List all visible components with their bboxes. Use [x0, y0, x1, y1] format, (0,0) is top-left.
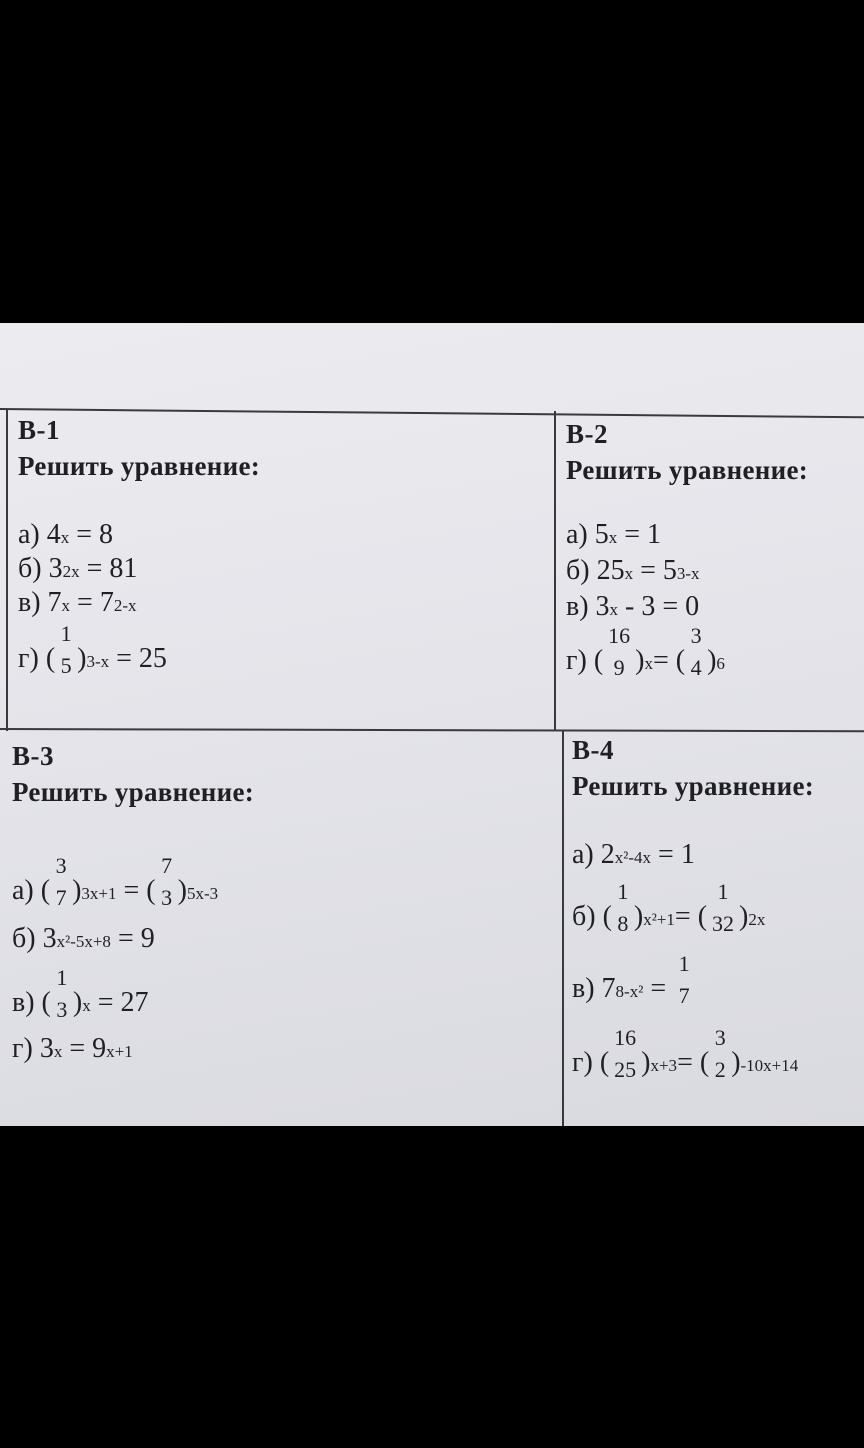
base: 3 [595, 591, 610, 622]
base: 3 [42, 923, 57, 954]
exponent: 3x+1 [81, 884, 117, 903]
rhs: = 9 [62, 1033, 107, 1064]
task-heading: Решить уравнение: [572, 771, 815, 801]
equation-a [572, 839, 695, 875]
rhs: = 1 [624, 519, 662, 550]
denominator: 4 [690, 655, 702, 680]
exponent: 2x [748, 910, 766, 929]
exponent: x²-4x [614, 848, 652, 867]
numerator: 1 [56, 965, 68, 990]
equation-d: г) ( 16 25 )x+3= ( 3 2 )-10x+14 [572, 1025, 799, 1082]
variant-4 [572, 735, 860, 1120]
equation-d: г) ( 16 9 )x= ( 3 4 )6 [566, 623, 725, 680]
exponent: x [82, 996, 91, 1015]
denominator: 7 [55, 885, 67, 910]
variant-2 [566, 419, 856, 719]
equation-label: а) [566, 519, 588, 550]
equation-label: г) [572, 1047, 593, 1078]
exponent: 2x [62, 562, 80, 581]
base: 5 [594, 519, 609, 550]
rhs: = 8 [76, 519, 114, 550]
exponent: x [609, 600, 619, 619]
equation-d: г) ( 1 5 )3-x = 25 [18, 621, 167, 678]
variant-3 [12, 741, 552, 1111]
denominator: 25 [614, 1057, 637, 1082]
rhs: = 27 [97, 987, 149, 1018]
exponent: x [53, 1042, 63, 1061]
worksheet-paper [0, 323, 864, 1126]
rhs: = 7 [77, 587, 114, 618]
equation-label: б) [12, 923, 36, 954]
exponent: x+1 [106, 1042, 133, 1061]
equation-a [18, 519, 113, 555]
table-column-divider-top [554, 411, 556, 731]
equation-label: б) [572, 901, 596, 932]
exponent: 3-x [86, 652, 110, 671]
base: 4 [46, 519, 61, 550]
exponent: 6 [716, 654, 725, 673]
equation-b [566, 555, 700, 591]
equation-label: а) [572, 839, 594, 870]
equation-label: г) [18, 643, 39, 674]
variant-title: В-4 [572, 735, 614, 765]
table-middle-border [0, 728, 864, 732]
equation-b [12, 923, 155, 959]
numerator: 3 [690, 623, 702, 648]
base: 3 [39, 1033, 54, 1064]
exponent: x²-5x+8 [56, 932, 111, 951]
exponent: x [624, 564, 634, 583]
equation-label: б) [18, 553, 42, 584]
numerator: 7 [161, 853, 173, 878]
exponent: x [608, 528, 618, 547]
equation-label: а) [18, 519, 40, 550]
equation-label: г) [12, 1033, 33, 1064]
variant-title: В-2 [566, 419, 608, 449]
exponent: 2-x [113, 596, 137, 615]
equation-d [12, 1033, 133, 1069]
numerator: 1 [678, 951, 690, 976]
exponent: x [61, 596, 71, 615]
numerator: 1 [717, 879, 729, 904]
equation-label: б) [566, 555, 590, 586]
numerator: 1 [60, 621, 72, 646]
denominator: 8 [617, 911, 629, 936]
equation-a [566, 519, 661, 555]
rhs: = 1 [658, 839, 695, 870]
numerator: 3 [714, 1025, 726, 1050]
table-column-divider-bottom [562, 731, 564, 1126]
denominator: 3 [161, 885, 173, 910]
rhs: = 81 [86, 553, 138, 584]
task-heading: Решить уравнение: [12, 777, 255, 807]
base: 2 [600, 839, 615, 870]
variant-title: В-3 [12, 741, 54, 771]
table-left-border [6, 409, 8, 731]
task-heading: Решить уравнение: [566, 455, 809, 485]
numerator: 16 [614, 1025, 637, 1050]
rhs: = 5 [633, 555, 677, 586]
base: 7 [47, 587, 62, 618]
equation-label: г) [566, 645, 587, 676]
base: 3 [48, 553, 63, 584]
variant-1 [18, 415, 538, 715]
equation-label: в) [572, 973, 595, 1004]
equals: = [650, 973, 667, 1004]
exponent: x²+1 [643, 910, 675, 929]
denominator: 7 [678, 983, 690, 1008]
exponent: 3-x [676, 564, 700, 583]
numerator: 16 [608, 623, 631, 648]
base: 25 [596, 555, 625, 586]
task-heading: Решить уравнение: [18, 451, 261, 481]
equation-label: в) [18, 587, 41, 618]
numerator: 1 [617, 879, 629, 904]
rhs: - 3 = 0 [625, 591, 700, 622]
base: 7 [601, 973, 616, 1004]
denominator: 5 [60, 653, 72, 678]
equation-label: а) [12, 875, 34, 906]
exponent: x [60, 528, 70, 547]
equation-c [18, 587, 137, 623]
denominator: 32 [712, 911, 735, 936]
denominator: 3 [56, 997, 68, 1022]
exponent: 5x-3 [186, 884, 219, 903]
exponent: x+3 [650, 1056, 678, 1075]
denominator: 9 [613, 655, 625, 680]
exponent: 8-x² [615, 982, 644, 1001]
numerator: 3 [55, 853, 67, 878]
equation-c [572, 951, 695, 1008]
equation-c: в) ( 1 3 )x = 27 [12, 965, 149, 1022]
rhs: = 25 [116, 643, 167, 674]
equation-a: а) ( 3 7 )3x+1 = ( 7 3 )5x-3 [12, 853, 219, 910]
exponent: x [644, 654, 653, 673]
equation-label: в) [566, 591, 589, 622]
denominator: 2 [714, 1057, 726, 1082]
equation-b [18, 553, 137, 589]
rhs: = 9 [117, 923, 155, 954]
equation-c [566, 591, 699, 627]
exponent: -10x+14 [740, 1056, 799, 1075]
variant-title: В-1 [18, 415, 60, 445]
equation-label: в) [12, 987, 35, 1018]
equation-b: б) ( 1 8 )x²+1= ( 1 32 )2x [572, 879, 766, 936]
